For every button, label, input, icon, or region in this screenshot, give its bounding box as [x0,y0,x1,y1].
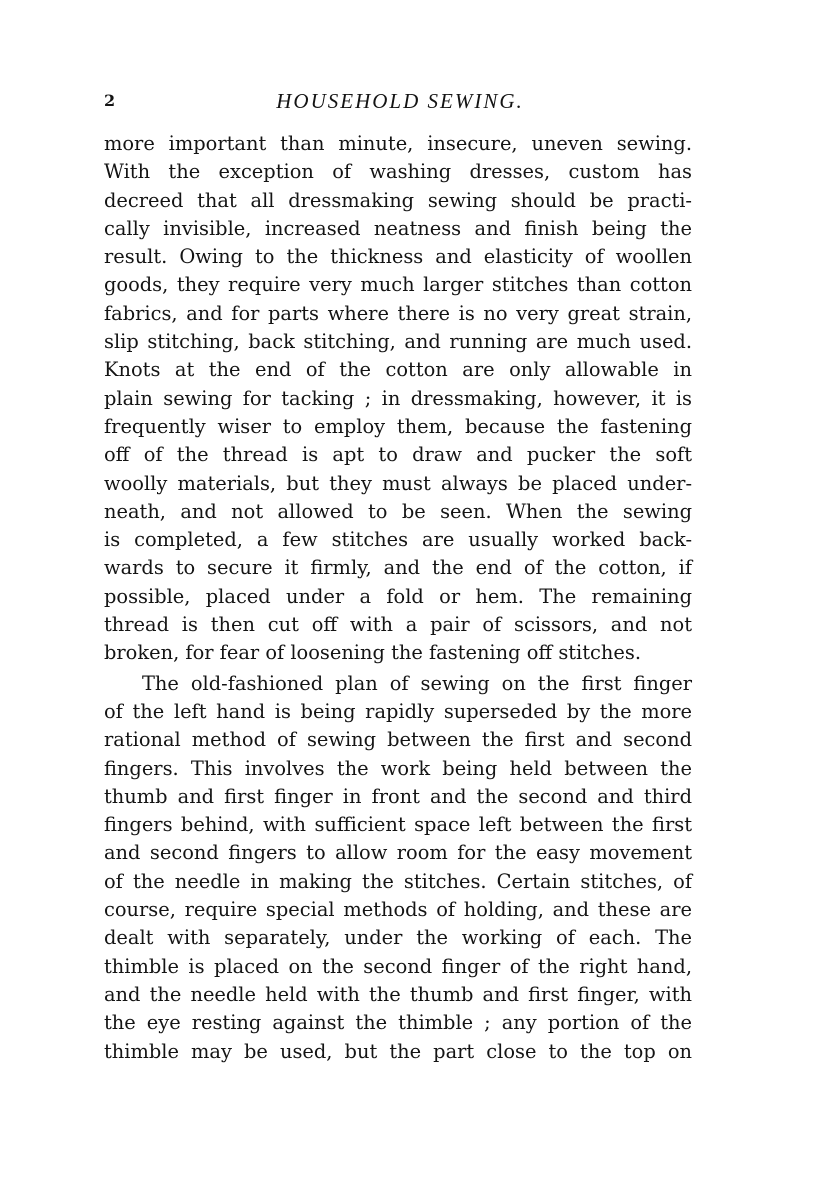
text-line: fabrics, and for parts where there is no very great strain, [104,301,692,325]
text-line: course, require special methods of holding, and these are [104,898,692,922]
text-line: and the needle held with the thumb and first finger, with [104,982,692,1006]
text-line: cally invisible, increased neatness and finish being the [104,216,692,240]
text-line: of the left hand is being rapidly superseded by the more [104,699,692,723]
text-line: wards to secure it firmly, and the end of the cotton, if [104,556,692,580]
text-line: is completed, a few stitches are usually worked back- [104,528,692,552]
text-line: more important than minute, insecure, uneven sewing. [104,132,692,155]
text-line: thumb and first finger in front and the second and third [104,784,692,808]
text-line: frequently wiser to employ them, because the fastening [104,414,692,438]
text-line: decreed that all dressmaking sewing should be practi- [104,188,692,212]
text-line: possible, placed under a fold or hem. The remaining [104,584,692,608]
text-line: the eye resting against the thimble ; any portion of the [104,1011,692,1035]
text-line: woolly materials, but they must always be placed under- [104,471,692,495]
text-line: The old-fashioned plan of sewing on the first finger [142,671,692,695]
text-line: goods, they require very much larger stitches than cotton [104,273,692,297]
text-line: fingers. This involves the work being held between the [104,756,692,780]
paragraph-1 [104,130,692,668]
text-line: thread is then cut off with a pair of scissors, and not [104,613,692,637]
text-line: result. Owing to the thickness and elasticity of woollen [104,245,692,269]
text-line: dealt with separately, under the working of each. The [104,926,692,950]
text-line: slip stitching, back stitching, and running are much used. [104,330,692,354]
text-line: Knots at the end of the cotton are only allowable in [104,358,692,382]
running-head [104,88,696,114]
text-line: fingers behind, with sufficient space left between the first [104,813,692,837]
text-line: thimble may be used, but the part close to the top on [104,1039,692,1063]
text-line: of the needle in making the stitches. Certain stitches, of [104,869,692,893]
text-line: thimble is placed on the second finger of the right hand, [104,954,692,978]
page-number: 2 [104,91,116,110]
body-text [104,130,692,1066]
text-line: plain sewing for tacking ; in dressmaking, however, it is [104,386,692,410]
text-line: broken, for fear of loosening the fastening off stitches. [104,641,641,665]
paragraph-2 [104,670,692,1066]
text-line: rational method of sewing between the first and second [104,728,692,752]
text-line: neath, and not allowed to be seen. When the sewing [104,499,692,523]
text-line: and second fingers to allow room for the easy movement [104,841,692,865]
text-line: off of the thread is apt to draw and pucker the soft [104,443,692,467]
running-title: HOUSEHOLD SEWING. [276,89,524,113]
text-line: With the exception of washing dresses, custom has [104,160,692,184]
